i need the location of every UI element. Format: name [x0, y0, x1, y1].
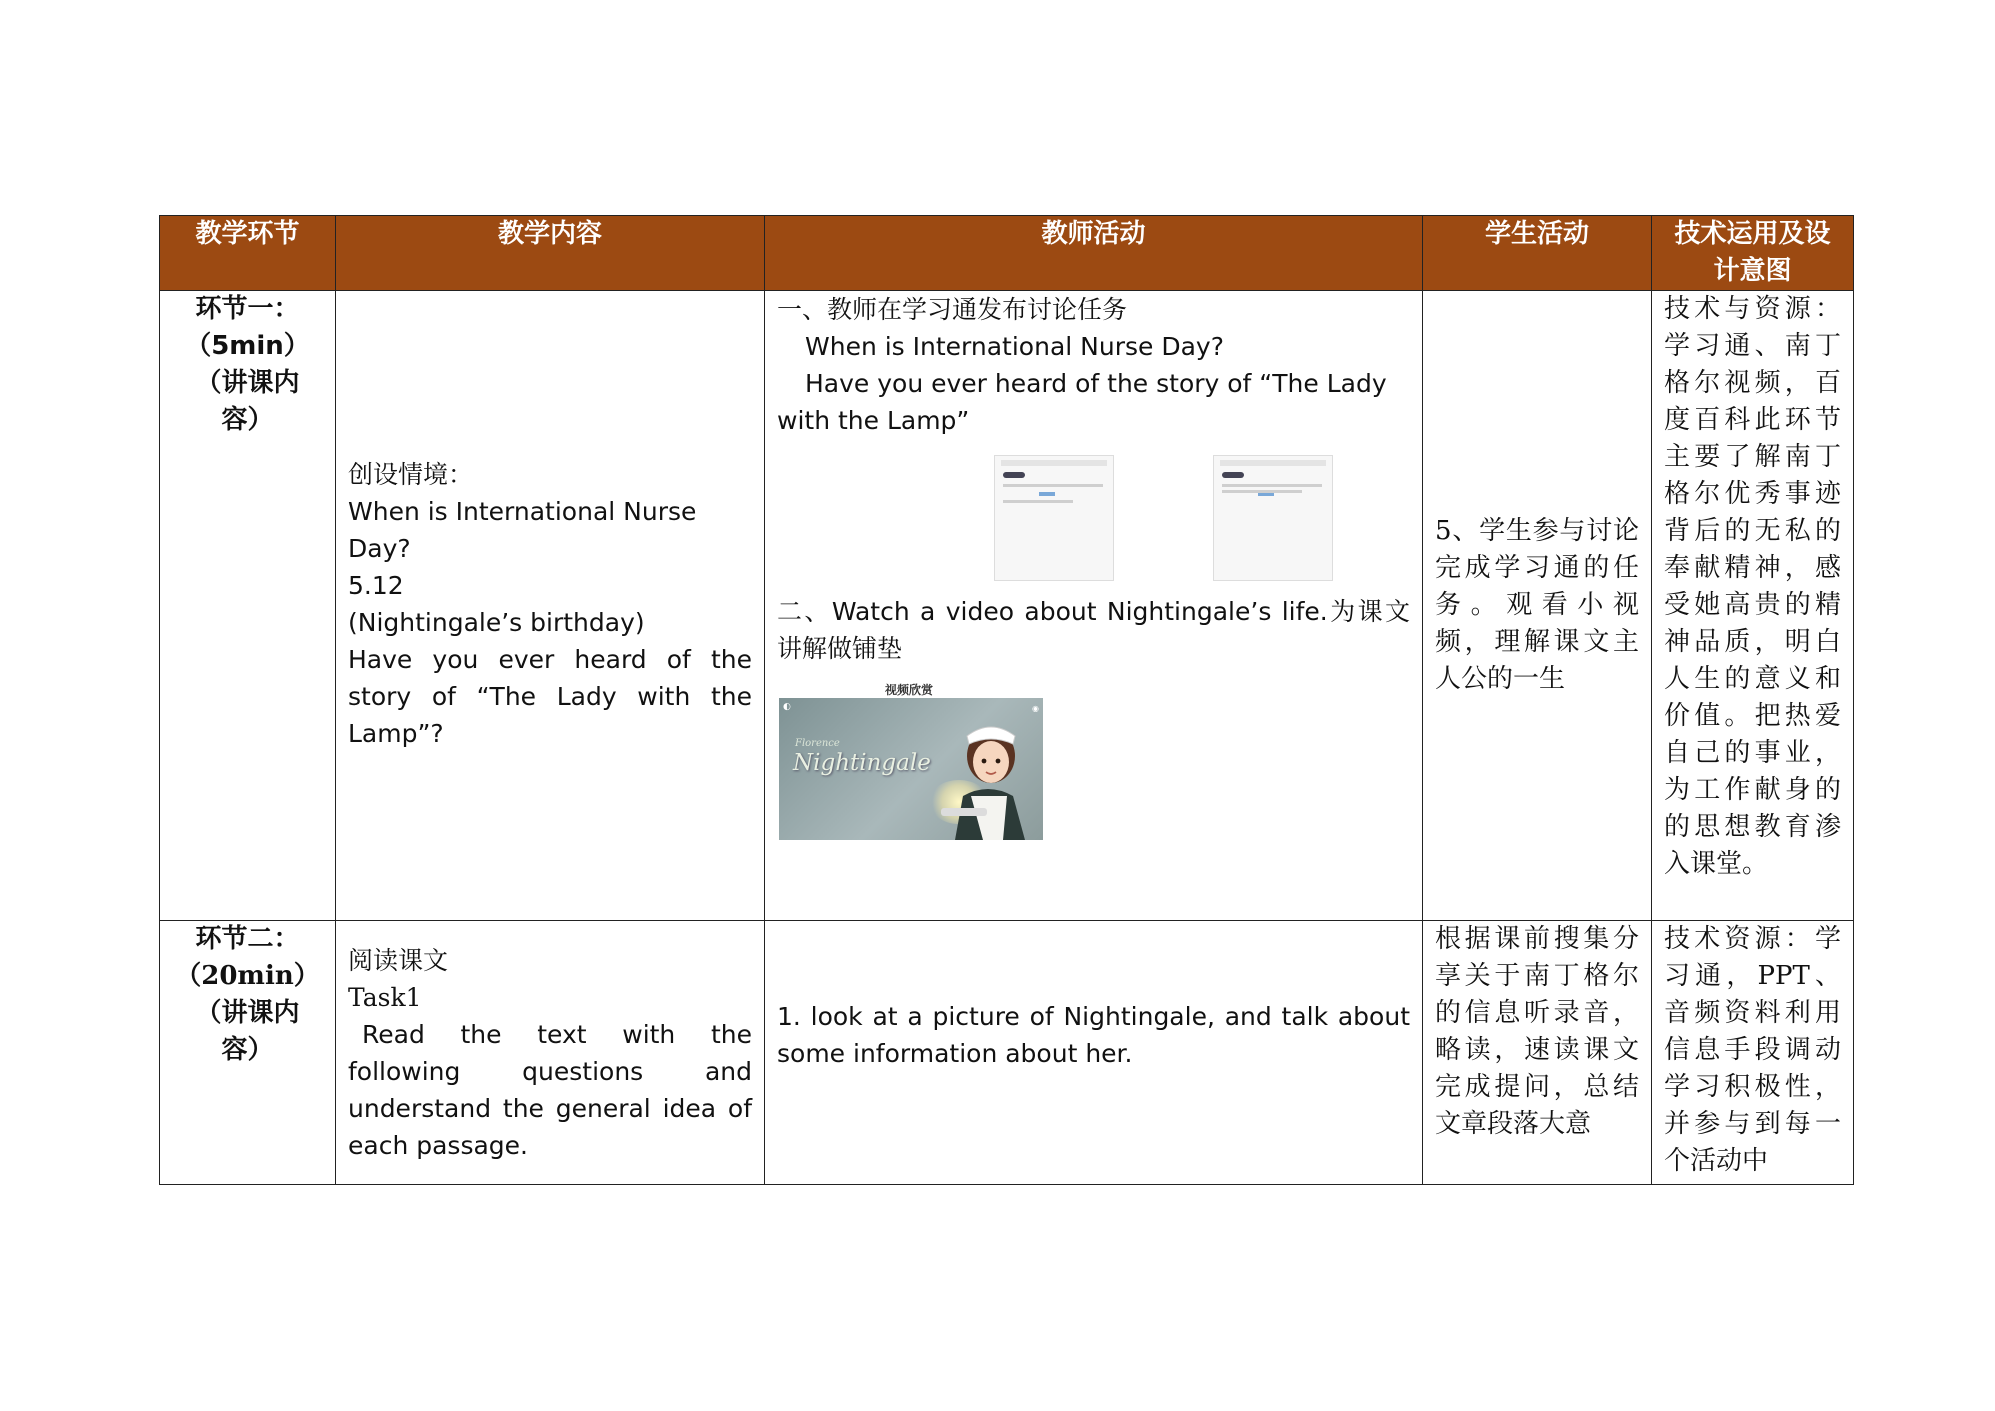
header-student-activity: 学生活动	[1423, 216, 1652, 291]
teacher-question-1: When is International Nurse Day?	[805, 332, 1224, 361]
video-title: Nightingale	[793, 750, 931, 776]
tech-design-cell	[1652, 291, 1854, 921]
content-task: Task1	[348, 982, 422, 1012]
teacher-activity-cell	[765, 291, 1423, 921]
tech-design-text: 技术资源：学习通，PPT、音频资料利用信息手段调动学习积极性，并参与到每一个活动中	[1664, 924, 1841, 1176]
content-cell	[336, 291, 765, 921]
stage-duration: （20min）	[175, 961, 320, 991]
table-row	[160, 291, 1854, 921]
stage-duration: （5min）	[185, 331, 310, 361]
stage-type: （讲课内容）	[195, 368, 300, 435]
stage-cell	[160, 291, 336, 921]
discussion-screenshot	[1213, 455, 1333, 581]
teacher-question-2: Have you ever heard of the story of “The Lady with the Lamp”	[777, 369, 1387, 435]
student-activity-text: 根据课前搜集分享关于南丁格尔的信息听录音，略读，速读课文完成提问，总结文章段落大意	[1435, 924, 1639, 1139]
video-caption: 视频欣赏	[885, 683, 934, 697]
header-stage: 教学环节	[160, 216, 336, 291]
student-activity-cell	[1423, 291, 1652, 921]
channel-logo-icon: ◐	[783, 702, 791, 712]
student-activity-text: 5、学生参与讨论完成学习通的任务。观看小视频，理解课文主人公的一生	[1435, 516, 1639, 694]
teacher-activity-cell	[765, 921, 1423, 1185]
content-label: 创设情境：	[348, 459, 474, 489]
content-answer-note: (Nightingale’s birthday)	[348, 607, 645, 637]
teacher-activity-text: 1. look at a picture of Nightingale, and talk about some information about her.	[777, 1001, 1410, 1068]
header-teacher-activity: 教师活动	[765, 216, 1423, 291]
tech-design-cell	[1652, 921, 1854, 1185]
tech-design-text: 技术与资源：学习通、南丁格尔视频，百度百科此环节主要了解南丁格尔优秀事迹背后的无私的奉献精神，感受她高贵的精神品质，明白人生的意义和价值。把热爱自己的事业，为工作献身的的思想教育渗入课堂。	[1664, 294, 1841, 879]
nurse-illustration	[933, 698, 1043, 840]
nightingale-video-thumbnail	[779, 698, 1043, 840]
content-answer: 5.12	[348, 570, 404, 600]
stage-type: （讲课内容）	[195, 998, 300, 1065]
content-task-text: Read the text with the following questions and understand the general idea of each passage.	[348, 1019, 752, 1160]
stage-label: 环节二：	[195, 924, 300, 954]
student-activity-cell	[1423, 921, 1652, 1185]
table-row	[160, 921, 1854, 1185]
content-question-1: When is International Nurse Day?	[348, 496, 697, 563]
header-tech-design: 技术运用及设计意图	[1652, 216, 1854, 291]
stage-label: 环节一：	[195, 294, 300, 324]
lesson-plan-table	[159, 215, 1854, 1185]
discussion-screenshots	[765, 443, 1422, 591]
discussion-screenshot	[994, 455, 1114, 581]
content-question-2: Have you ever heard of the story of “The Lady with the Lamp”?	[348, 644, 752, 748]
header-row	[160, 216, 1854, 291]
stage-cell	[160, 921, 336, 1185]
header-content: 教学内容	[336, 216, 765, 291]
content-cell	[336, 921, 765, 1185]
teacher-step-1: 一、教师在学习通发布讨论任务	[777, 295, 1128, 324]
teacher-step-2: 二、Watch a video about Nightingale’s life.为课文讲解做铺垫	[777, 597, 1410, 663]
publisher-logo-icon: ◉	[1032, 704, 1039, 713]
video-subtitle: Florence	[795, 738, 840, 749]
content-label: 阅读课文	[348, 945, 449, 975]
